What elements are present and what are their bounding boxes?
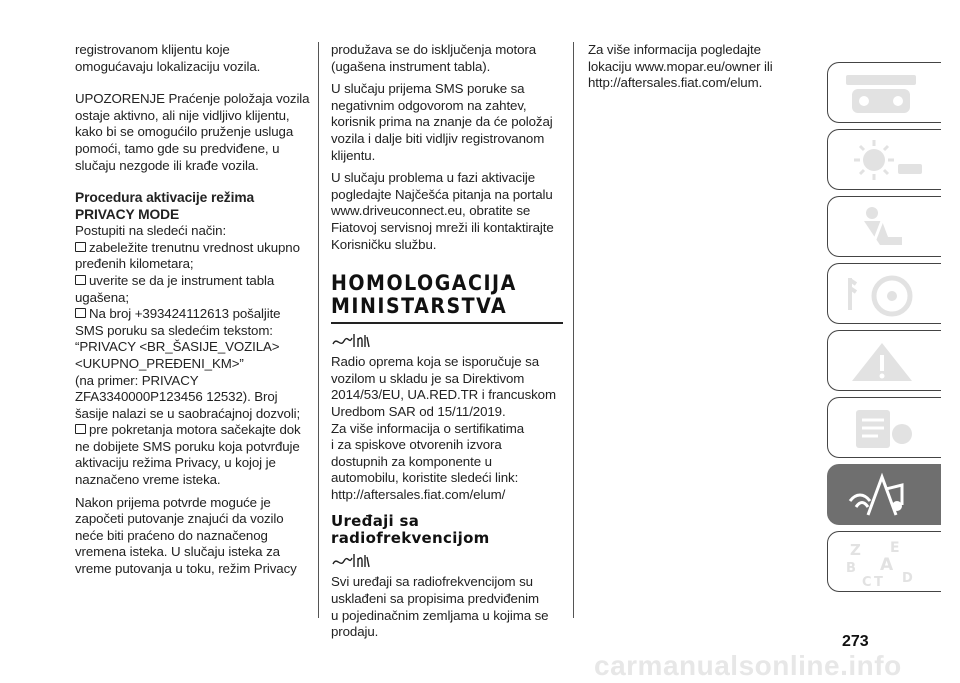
bullet-item: Na broj +393424112613 pošaljite <box>75 306 310 323</box>
steering-key-icon <box>842 270 928 320</box>
tab-service[interactable] <box>827 397 941 458</box>
warning-triangle-icon <box>842 337 928 387</box>
column-divider <box>573 42 574 618</box>
bullet-box-icon <box>75 308 86 318</box>
bullet-line: ugašena; <box>75 289 129 305</box>
radio-line: vozilom u skladu je sa Direktivom <box>331 370 525 386</box>
bullet-line: (na primer: PRIVACY <box>75 372 199 388</box>
cont-line: produžava se do isključenja motora <box>331 42 537 57</box>
multimedia-icon <box>842 471 928 521</box>
warning-line: slučaju nezgode ili krađe vozila. <box>75 157 259 173</box>
radio-line: Radio oprema koja se isporučuje sa <box>331 354 539 370</box>
bullet-line: SMS poruku sa sledećim tekstom: <box>75 322 273 338</box>
sms-line: negativnim odgovorom na zahtev, <box>331 97 527 113</box>
tab-lights[interactable] <box>827 129 941 190</box>
tab-letter: B <box>846 561 856 576</box>
tab-multimedia[interactable] <box>827 464 941 525</box>
tab-index[interactable] <box>827 531 941 592</box>
bullet-item: zabeležite trenutnu vrednost ukupno <box>75 240 310 257</box>
handwritten-mark-icon <box>331 332 373 350</box>
text-column-3 <box>588 42 808 92</box>
lights-icon <box>842 136 928 186</box>
devices-line: prodaju. <box>331 624 379 640</box>
info-line: i za spiskove otvorenih izvora <box>331 437 502 453</box>
info-line: dostupnih za komponente u <box>331 453 492 469</box>
info-line: automobilu, koristite sledeći link: <box>331 470 519 486</box>
col3-line[interactable]: lokaciju www.mopar.eu/owner ili <box>588 58 773 74</box>
warning-line: ostaje aktivno, ali nije vidljivo klijentu, <box>75 107 290 123</box>
steps-intro: Postupiti na sledeći način: <box>75 223 227 239</box>
tab-start[interactable] <box>827 263 941 324</box>
after-line: vreme putovanja u toku, režim Privacy <box>75 561 297 577</box>
bullet-item: uverite se da je instrument tabla <box>75 273 310 290</box>
bullet-line: pređenih kilometara; <box>75 256 194 272</box>
problem-line: pogledajte Najčešća pitanja na portalu <box>331 186 553 202</box>
problem-line: Fiatovoj servisnoj mreži ili kontaktirajte <box>331 219 554 235</box>
sms-line: korisnik prima na znanje da će položaj <box>331 114 553 130</box>
bullet-box-icon <box>75 424 86 434</box>
heading-rule <box>331 322 563 324</box>
section-heading: HOMOLOGACIJA <box>331 271 517 296</box>
warning-line: kako bi se omogućilo pruženje usluga <box>75 124 294 140</box>
section-heading: MINISTARSTVA <box>331 294 508 319</box>
intro-line: omogućavaju lokalizaciju vozila. <box>75 58 261 74</box>
tab-dashboard[interactable] <box>827 62 941 123</box>
intro-line: registrovanom klijentu koje <box>75 42 230 57</box>
page-number: 273 <box>842 633 869 650</box>
radio-line: Uredbom SAR od 15/11/2019. <box>331 403 506 419</box>
after-line: Nakon prijema potvrde moguće je <box>75 494 271 510</box>
bullet-line: aktivaciju režima Privacy, u kojoj je <box>75 455 276 471</box>
tab-emergency[interactable] <box>827 330 941 391</box>
tab-letter: C <box>862 575 872 588</box>
devices-line: Svi uređaji sa radiofrekvencijom su <box>331 574 533 590</box>
car-dashboard-icon <box>842 69 928 119</box>
devices-line: u pojedinačnim zemljama u kojima se <box>331 607 549 623</box>
bullet-line: šasije nalazi se u saobraćajnoj dozvoli; <box>75 405 301 421</box>
privacy-heading: Procedura aktivacije režima <box>75 190 255 206</box>
index-letters-icon <box>842 538 928 588</box>
tab-letter: A <box>880 555 894 575</box>
service-checklist-icon <box>842 404 928 454</box>
bullet-line: <UKUPNO_PREĐENI_KM>” <box>75 355 244 371</box>
tab-airbag[interactable] <box>827 196 941 257</box>
warning-line: UPOZORENJE Praćenje položaja vozila <box>75 91 310 107</box>
sms-line: U slučaju prijema SMS poruke sa <box>331 81 525 97</box>
info-line: Za više informacija o sertifikatima <box>331 420 525 436</box>
bullet-line: ZFA3340000P123456 12532). Broj <box>75 389 278 405</box>
tab-letter: E <box>890 540 900 556</box>
problem-line: www.driveuconnect.eu, obratite se <box>331 203 531 219</box>
tab-letter: T <box>874 575 883 588</box>
bullet-box-icon <box>75 242 86 252</box>
bullet-line: ne dobijete SMS poruku koja potvrđuje <box>75 438 300 454</box>
handwritten-mark-icon <box>331 552 373 570</box>
radio-line: 2014/53/EU, UA.RED.TR i francuskom <box>331 387 556 403</box>
sms-line: vozila i dalje biti vidljiv registrovanom <box>331 130 545 146</box>
problem-line: U slučaju problema u fazi aktivacije <box>331 170 536 186</box>
sub-heading: Uređaji sa <box>331 512 420 531</box>
after-line: započeti putovanje znajući da vozilo <box>75 511 284 527</box>
airbag-seat-icon <box>842 203 928 253</box>
tab-letter: Z <box>850 541 861 559</box>
after-line: neće biti praćeno do naznačenog <box>75 527 268 543</box>
info-link[interactable]: http://aftersales.fiat.com/elum/ <box>331 486 506 502</box>
tab-letter: D <box>902 571 913 586</box>
text-column-2 <box>331 42 563 641</box>
chapter-tabs <box>827 62 943 598</box>
privacy-heading: PRIVACY MODE <box>75 206 180 222</box>
bullet-line: naznačeno vreme isteka. <box>75 472 221 488</box>
sub-heading: radiofrekvencijom <box>331 529 490 548</box>
after-line: vremena isteka. U slučaju isteka za <box>75 544 280 560</box>
bullet-box-icon <box>75 275 86 285</box>
bullet-item: pre pokretanja motora sačekajte dok <box>75 422 310 439</box>
sms-line: klijentu. <box>331 147 376 163</box>
problem-line: Korisničku službu. <box>331 236 437 252</box>
col3-line: Za više informacija pogledajte <box>588 42 761 57</box>
bullet-line: “PRIVACY <BR_ŠASIJE_VOZILA> <box>75 339 280 355</box>
devices-line: usklađeni sa propisima predviđenim <box>331 591 539 607</box>
cont-line: (ugašena instrument tabla). <box>331 58 491 74</box>
col3-line[interactable]: http://aftersales.fiat.com/elum. <box>588 75 763 91</box>
text-column-1 <box>75 42 310 578</box>
watermark: carmanualsonline.info <box>594 650 902 681</box>
column-divider <box>318 42 319 618</box>
warning-line: pomoći, tamo gde su predviđene, u <box>75 140 280 156</box>
